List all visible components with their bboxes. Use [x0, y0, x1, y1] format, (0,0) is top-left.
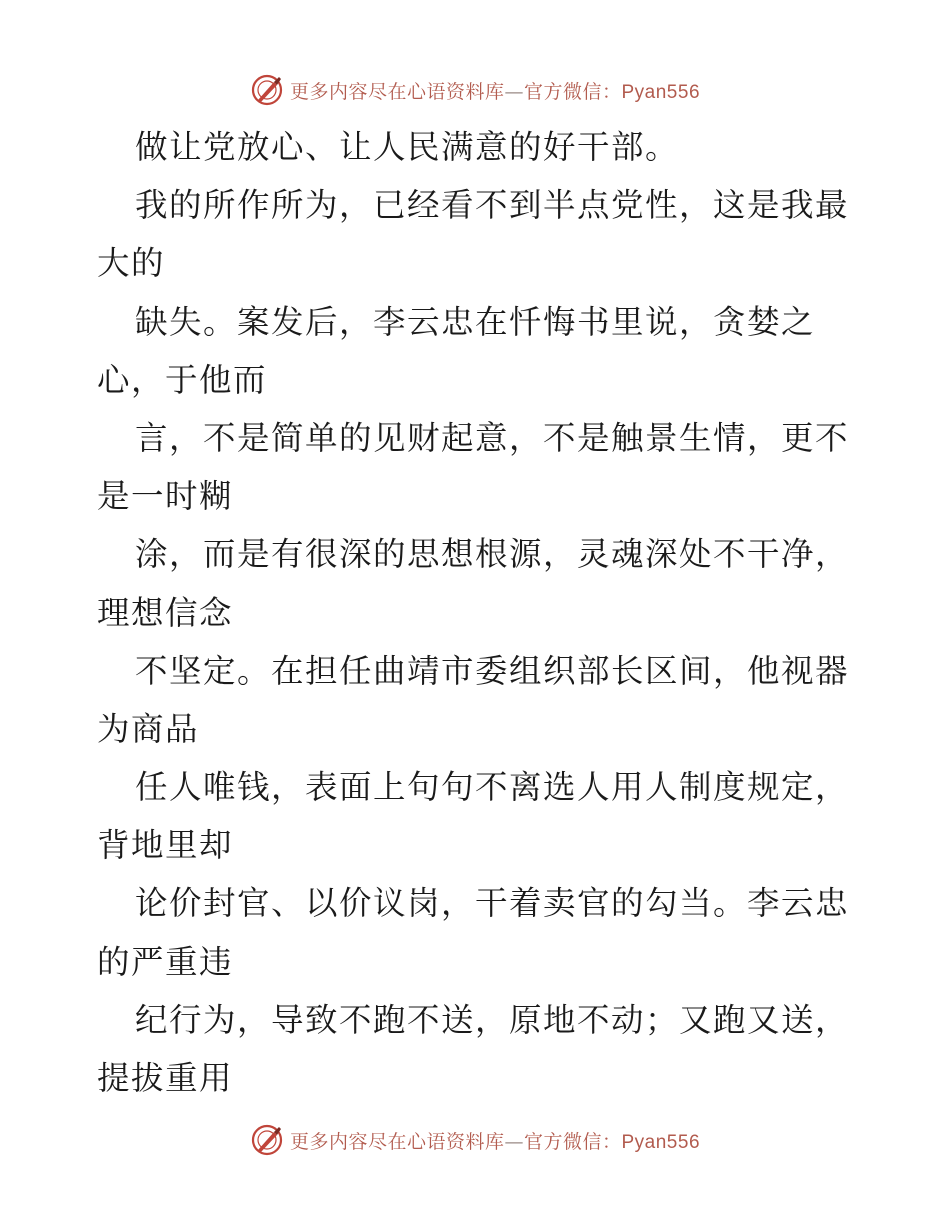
text-line: 理想信念 [97, 593, 234, 632]
watermark-title: 更多内容尽在心语资料库 [289, 80, 505, 103]
text-line: 涂，而是有很深的思想根源，灵魂深处不干净， [135, 535, 850, 574]
text-line: 不坚定。在担任曲靖市委组织部长区间，他视器 [135, 651, 850, 690]
pen-logo-icon [250, 73, 284, 107]
text-line: 言，不是简单的见财起意，不是触景生情，更不 [135, 418, 850, 457]
pen-logo-icon [250, 1123, 284, 1157]
watermark-wechat-id: Pyan556 [621, 1131, 701, 1153]
watermark-wechat-id: Pyan556 [621, 81, 701, 103]
text-line: 任人唯钱，表面上句句不离选人用人制度规定， [135, 768, 850, 807]
text-line: 心，于他而 [97, 360, 268, 399]
watermark-title: 更多内容尽在心语资料库 [289, 1130, 505, 1153]
text-line: 大的 [97, 244, 166, 283]
watermark-wechat-label: 官方微信： [523, 80, 622, 103]
watermark-wechat-label: 官方微信： [523, 1130, 622, 1153]
text-line: 的严重违 [97, 942, 234, 981]
watermark-text [290, 77, 700, 104]
text-line: 论价封官、以价议岗，干着卖官的勾当。李云忠 [135, 884, 850, 923]
header-watermark [0, 72, 950, 108]
text-line: 缺失。案发后，李云忠在忏悔书里说，贪婪之 [135, 302, 816, 341]
footer-watermark [0, 1122, 950, 1158]
text-line: 我的所作所为，已经看不到半点党性，这是我最 [135, 186, 850, 225]
text-line: 为商品 [97, 709, 200, 748]
text-line: 纪行为，导致不跑不送，原地不动；又跑又送， [135, 1000, 850, 1039]
watermark-separator: — [504, 1130, 524, 1153]
text-line: 是一时糊 [97, 477, 234, 516]
text-line: 提拔重用 [97, 1059, 234, 1097]
text-line: 背地里却 [97, 826, 234, 865]
watermark-separator: — [504, 80, 524, 103]
text-line: 做让党放心、让人民满意的好干部。 [135, 128, 680, 166]
document-body [97, 118, 857, 1107]
watermark-text [290, 1127, 700, 1154]
